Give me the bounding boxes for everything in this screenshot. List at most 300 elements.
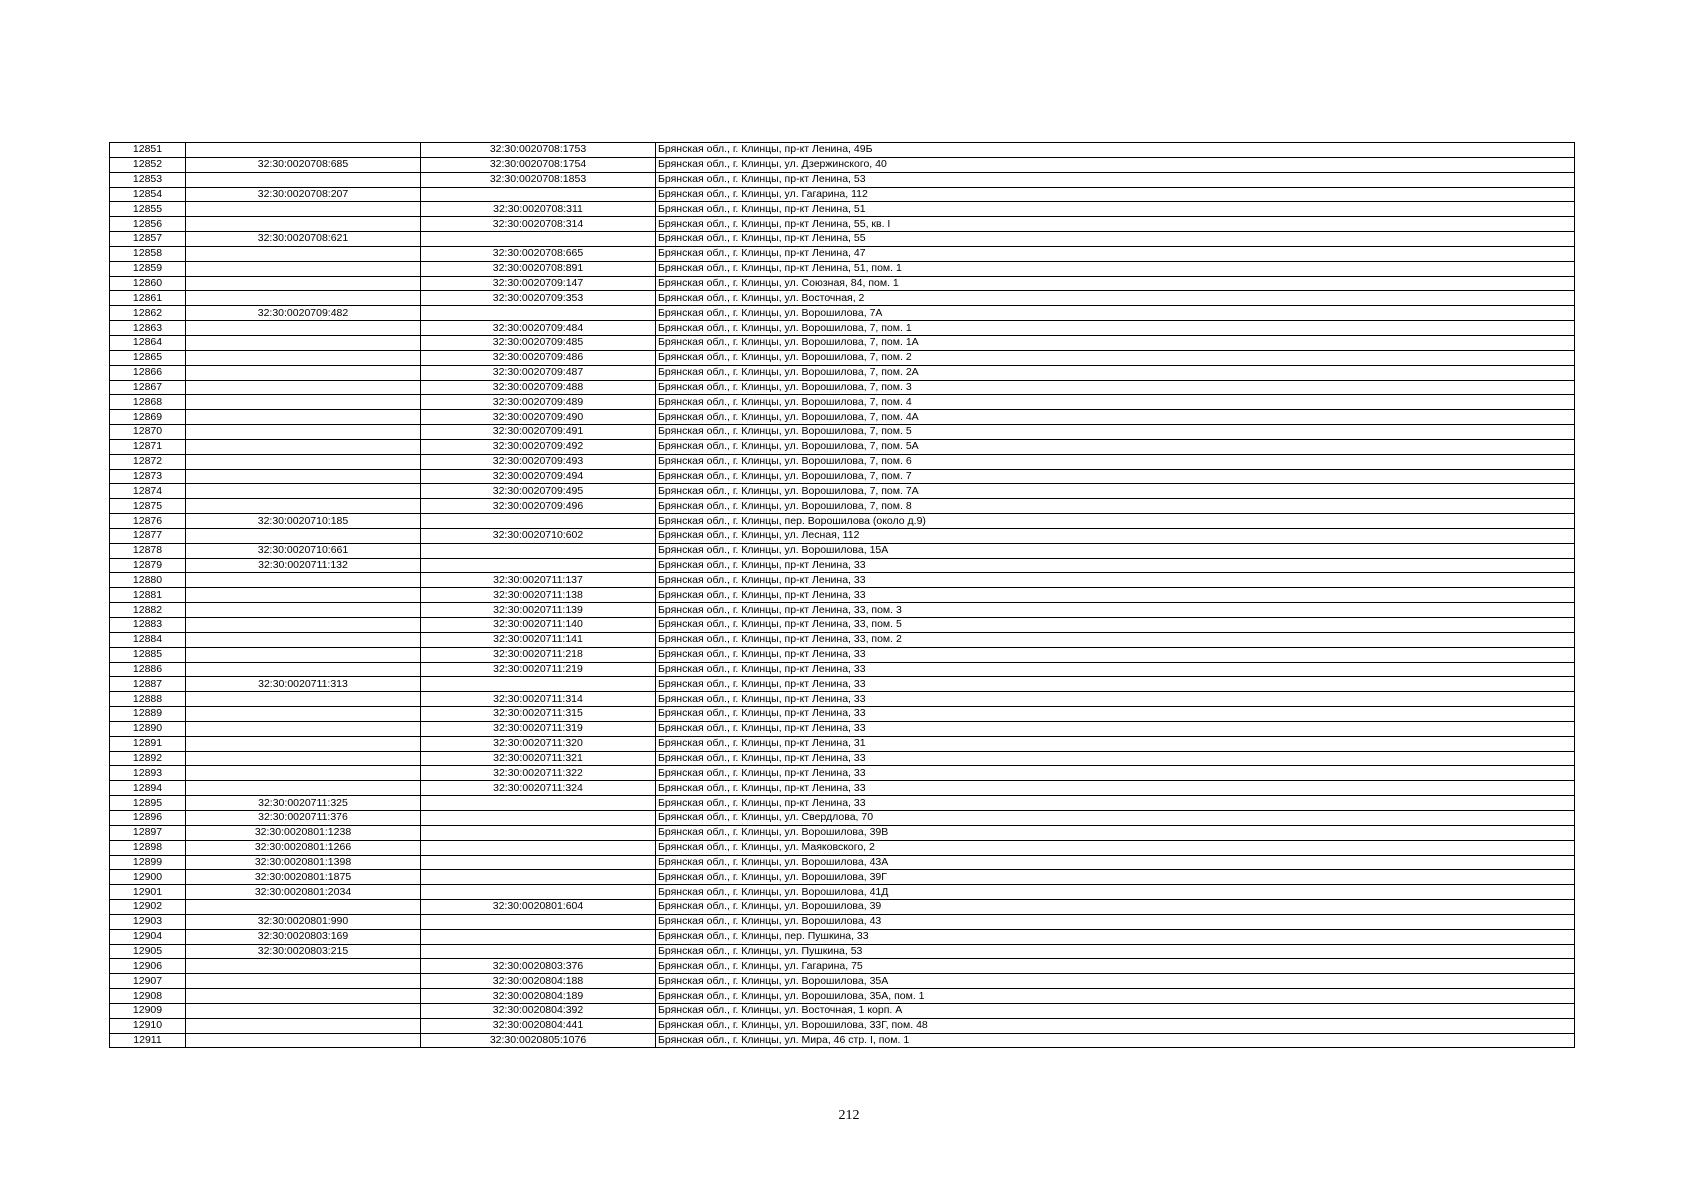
address-cell: Брянская обл., г. Клинцы, пер. Пушкина, 33 (656, 929, 1575, 944)
row-number-cell: 12892 (110, 751, 186, 766)
address-cell: Брянская обл., г. Клинцы, пр-кт Ленина, 33 (656, 662, 1575, 677)
address-cell: Брянская обл., г. Клинцы, ул. Ворошилова, 7, пом. 5 (656, 425, 1575, 440)
cadastral-number-cell (186, 261, 421, 276)
address-cell: Брянская обл., г. Клинцы, ул. Гагарина, 112 (656, 187, 1575, 202)
row-number-cell: 12878 (110, 543, 186, 558)
address-cell: Брянская обл., г. Клинцы, ул. Ворошилова, 7, пом. 1 (656, 321, 1575, 336)
cadastral-number-cell: 32:30:0020801:1398 (186, 855, 421, 870)
address-cell: Брянская обл., г. Клинцы, ул. Ворошилова, 7, пом. 7 (656, 469, 1575, 484)
related-cadastral-number-cell: 32:30:0020709:353 (421, 291, 656, 306)
row-number-cell: 12894 (110, 781, 186, 796)
row-number-cell: 12864 (110, 335, 186, 350)
row-number-cell: 12857 (110, 232, 186, 247)
cadastral-number-cell: 32:30:0020801:2034 (186, 885, 421, 900)
cadastral-number-cell (186, 484, 421, 499)
related-cadastral-number-cell (421, 514, 656, 529)
table-row (110, 187, 1575, 202)
row-number-cell: 12909 (110, 1003, 186, 1018)
address-cell: Брянская обл., г. Клинцы, пр-кт Ленина, 33, пом. 2 (656, 632, 1575, 647)
row-number-cell: 12881 (110, 588, 186, 603)
related-cadastral-number-cell: 32:30:0020709:493 (421, 454, 656, 469)
related-cadastral-number-cell: 32:30:0020804:188 (421, 974, 656, 989)
related-cadastral-number-cell (421, 885, 656, 900)
row-number-cell: 12868 (110, 395, 186, 410)
table-row (110, 989, 1575, 1004)
cadastral-number-cell: 32:30:0020708:207 (186, 187, 421, 202)
address-cell: Брянская обл., г. Клинцы, пр-кт Ленина, 33 (656, 677, 1575, 692)
table-row (110, 380, 1575, 395)
related-cadastral-number-cell: 32:30:0020708:1754 (421, 157, 656, 172)
row-number-cell: 12898 (110, 840, 186, 855)
address-cell: Брянская обл., г. Клинцы, пр-кт Ленина, 33 (656, 721, 1575, 736)
address-cell: Брянская обл., г. Клинцы, пр-кт Ленина, 51 (656, 202, 1575, 217)
table-row (110, 855, 1575, 870)
cadastral-number-cell (186, 900, 421, 915)
cadastral-number-cell: 32:30:0020709:482 (186, 306, 421, 321)
address-cell: Брянская обл., г. Клинцы, ул. Ворошилова, 43А (656, 855, 1575, 870)
row-number-cell: 12871 (110, 439, 186, 454)
row-number-cell: 12900 (110, 870, 186, 885)
table-row (110, 810, 1575, 825)
table-row (110, 974, 1575, 989)
row-number-cell: 12877 (110, 528, 186, 543)
table-row (110, 454, 1575, 469)
related-cadastral-number-cell: 32:30:0020711:140 (421, 618, 656, 633)
table-row (110, 1003, 1575, 1018)
related-cadastral-number-cell (421, 914, 656, 929)
table-row (110, 365, 1575, 380)
row-number-cell: 12865 (110, 350, 186, 365)
related-cadastral-number-cell: 32:30:0020709:488 (421, 380, 656, 395)
address-cell: Брянская обл., г. Клинцы, пр-кт Ленина, 33, пом. 3 (656, 603, 1575, 618)
address-cell: Брянская обл., г. Клинцы, ул. Дзержинского, 40 (656, 157, 1575, 172)
cadastral-number-cell (186, 454, 421, 469)
cadastral-number-cell (186, 959, 421, 974)
table-row (110, 662, 1575, 677)
row-number-cell: 12863 (110, 321, 186, 336)
table-row (110, 439, 1575, 454)
address-cell: Брянская обл., г. Клинцы, пр-кт Ленина, 33 (656, 796, 1575, 811)
row-number-cell: 12904 (110, 929, 186, 944)
related-cadastral-number-cell (421, 870, 656, 885)
related-cadastral-number-cell: 32:30:0020709:489 (421, 395, 656, 410)
table-row (110, 321, 1575, 336)
related-cadastral-number-cell (421, 677, 656, 692)
address-cell: Брянская обл., г. Клинцы, пр-кт Ленина, 33 (656, 781, 1575, 796)
row-number-cell: 12855 (110, 202, 186, 217)
related-cadastral-number-cell: 32:30:0020709:495 (421, 484, 656, 499)
related-cadastral-number-cell (421, 825, 656, 840)
related-cadastral-number-cell: 32:30:0020711:137 (421, 573, 656, 588)
address-cell: Брянская обл., г. Клинцы, ул. Ворошилова, 7, пом. 4А (656, 410, 1575, 425)
row-number-cell: 12888 (110, 692, 186, 707)
cadastral-number-cell: 32:30:0020711:313 (186, 677, 421, 692)
related-cadastral-number-cell: 32:30:0020708:1753 (421, 143, 656, 158)
cadastral-number-cell (186, 499, 421, 514)
address-cell: Брянская обл., г. Клинцы, ул. Пушкина, 53 (656, 944, 1575, 959)
related-cadastral-number-cell: 32:30:0020801:604 (421, 900, 656, 915)
row-number-cell: 12907 (110, 974, 186, 989)
address-cell: Брянская обл., г. Клинцы, ул. Гагарина, 75 (656, 959, 1575, 974)
address-cell: Брянская обл., г. Клинцы, ул. Ворошилова, 39В (656, 825, 1575, 840)
cadastral-number-cell (186, 618, 421, 633)
related-cadastral-number-cell (421, 944, 656, 959)
related-cadastral-number-cell: 32:30:0020709:485 (421, 335, 656, 350)
table-row (110, 172, 1575, 187)
row-number-cell: 12883 (110, 618, 186, 633)
row-number-cell: 12869 (110, 410, 186, 425)
address-cell: Брянская обл., г. Клинцы, пр-кт Ленина, 33 (656, 766, 1575, 781)
address-cell: Брянская обл., г. Клинцы, пр-кт Ленина, 51, пом. 1 (656, 261, 1575, 276)
table-row (110, 1033, 1575, 1048)
table-row (110, 499, 1575, 514)
row-number-cell: 12889 (110, 707, 186, 722)
address-cell: Брянская обл., г. Клинцы, ул. Ворошилова, 39 (656, 900, 1575, 915)
table-row (110, 840, 1575, 855)
cadastral-number-cell: 32:30:0020801:1875 (186, 870, 421, 885)
row-number-cell: 12905 (110, 944, 186, 959)
related-cadastral-number-cell: 32:30:0020711:315 (421, 707, 656, 722)
row-number-cell: 12895 (110, 796, 186, 811)
related-cadastral-number-cell: 32:30:0020709:487 (421, 365, 656, 380)
related-cadastral-number-cell: 32:30:0020709:486 (421, 350, 656, 365)
row-number-cell: 12882 (110, 603, 186, 618)
row-number-cell: 12899 (110, 855, 186, 870)
related-cadastral-number-cell (421, 810, 656, 825)
table-row (110, 558, 1575, 573)
address-cell: Брянская обл., г. Клинцы, ул. Ворошилова, 7А (656, 306, 1575, 321)
cadastral-number-cell (186, 736, 421, 751)
table-row (110, 246, 1575, 261)
address-cell: Брянская обл., г. Клинцы, пр-кт Ленина, 33 (656, 558, 1575, 573)
related-cadastral-number-cell: 32:30:0020709:147 (421, 276, 656, 291)
table-row (110, 632, 1575, 647)
row-number-cell: 12901 (110, 885, 186, 900)
table-row (110, 1018, 1575, 1033)
cadastral-number-cell (186, 1033, 421, 1048)
cadastral-number-cell: 32:30:0020708:621 (186, 232, 421, 247)
row-number-cell: 12852 (110, 157, 186, 172)
table-row (110, 781, 1575, 796)
related-cadastral-number-cell (421, 855, 656, 870)
related-cadastral-number-cell (421, 929, 656, 944)
table-row (110, 692, 1575, 707)
cadastral-number-cell (186, 246, 421, 261)
row-number-cell: 12886 (110, 662, 186, 677)
related-cadastral-number-cell (421, 796, 656, 811)
related-cadastral-number-cell: 32:30:0020708:891 (421, 261, 656, 276)
cadastral-number-cell: 32:30:0020711:325 (186, 796, 421, 811)
table-row (110, 721, 1575, 736)
row-number-cell: 12859 (110, 261, 186, 276)
cadastral-number-cell (186, 321, 421, 336)
cadastral-number-cell (186, 410, 421, 425)
address-cell: Брянская обл., г. Клинцы, пр-кт Ленина, 33 (656, 707, 1575, 722)
address-cell: Брянская обл., г. Клинцы, ул. Ворошилова, 41Д (656, 885, 1575, 900)
table-row (110, 603, 1575, 618)
table-row (110, 484, 1575, 499)
related-cadastral-number-cell: 32:30:0020711:138 (421, 588, 656, 603)
cadastral-number-cell: 32:30:0020801:1266 (186, 840, 421, 855)
cadastral-number-cell (186, 573, 421, 588)
row-number-cell: 12880 (110, 573, 186, 588)
row-number-cell: 12910 (110, 1018, 186, 1033)
cadastral-number-cell (186, 1003, 421, 1018)
table-row (110, 143, 1575, 158)
table-row (110, 766, 1575, 781)
cadastral-number-cell (186, 751, 421, 766)
row-number-cell: 12853 (110, 172, 186, 187)
row-number-cell: 12876 (110, 514, 186, 529)
row-number-cell: 12897 (110, 825, 186, 840)
table-row (110, 291, 1575, 306)
row-number-cell: 12866 (110, 365, 186, 380)
cadastral-number-cell: 32:30:0020711:376 (186, 810, 421, 825)
related-cadastral-number-cell: 32:30:0020711:139 (421, 603, 656, 618)
address-cell: Брянская обл., г. Клинцы, пр-кт Ленина, 33, пом. 5 (656, 618, 1575, 633)
cadastral-number-cell: 32:30:0020711:132 (186, 558, 421, 573)
address-cell: Брянская обл., г. Клинцы, пер. Ворошилова (около д.9) (656, 514, 1575, 529)
cadastral-number-cell (186, 350, 421, 365)
registry-table-body (110, 143, 1575, 1048)
related-cadastral-number-cell: 32:30:0020805:1076 (421, 1033, 656, 1048)
table-row (110, 900, 1575, 915)
cadastral-number-cell (186, 647, 421, 662)
cadastral-number-cell (186, 528, 421, 543)
cadastral-number-cell: 32:30:0020708:685 (186, 157, 421, 172)
cadastral-number-cell (186, 781, 421, 796)
cadastral-number-cell (186, 603, 421, 618)
table-row (110, 217, 1575, 232)
row-number-cell: 12870 (110, 425, 186, 440)
address-cell: Брянская обл., г. Клинцы, пр-кт Ленина, 33 (656, 588, 1575, 603)
address-cell: Брянская обл., г. Клинцы, пр-кт Ленина, 53 (656, 172, 1575, 187)
table-row (110, 514, 1575, 529)
related-cadastral-number-cell (421, 306, 656, 321)
related-cadastral-number-cell: 32:30:0020711:322 (421, 766, 656, 781)
row-number-cell: 12903 (110, 914, 186, 929)
row-number-cell: 12867 (110, 380, 186, 395)
address-cell: Брянская обл., г. Клинцы, ул. Союзная, 84, пом. 1 (656, 276, 1575, 291)
row-number-cell: 12858 (110, 246, 186, 261)
table-row (110, 469, 1575, 484)
address-cell: Брянская обл., г. Клинцы, ул. Ворошилова, 7, пом. 6 (656, 454, 1575, 469)
address-cell: Брянская обл., г. Клинцы, ул. Ворошилова, 43 (656, 914, 1575, 929)
row-number-cell: 12872 (110, 454, 186, 469)
table-row (110, 350, 1575, 365)
related-cadastral-number-cell: 32:30:0020709:496 (421, 499, 656, 514)
table-row (110, 647, 1575, 662)
table-row (110, 825, 1575, 840)
address-cell: Брянская обл., г. Клинцы, ул. Ворошилова, 33Г, пом. 48 (656, 1018, 1575, 1033)
cadastral-number-cell (186, 766, 421, 781)
cadastral-number-cell (186, 1018, 421, 1033)
cadastral-number-cell (186, 291, 421, 306)
table-row (110, 276, 1575, 291)
address-cell: Брянская обл., г. Клинцы, ул. Ворошилова, 39Г (656, 870, 1575, 885)
cadastral-number-cell (186, 335, 421, 350)
table-row (110, 528, 1575, 543)
address-cell: Брянская обл., г. Клинцы, ул. Ворошилова, 7, пом. 3 (656, 380, 1575, 395)
related-cadastral-number-cell: 32:30:0020708:314 (421, 217, 656, 232)
address-cell: Брянская обл., г. Клинцы, ул. Ворошилова, 7, пом. 2А (656, 365, 1575, 380)
related-cadastral-number-cell: 32:30:0020711:314 (421, 692, 656, 707)
related-cadastral-number-cell: 32:30:0020804:441 (421, 1018, 656, 1033)
cadastral-number-cell: 32:30:0020801:990 (186, 914, 421, 929)
table-row (110, 425, 1575, 440)
row-number-cell: 12884 (110, 632, 186, 647)
address-cell: Брянская обл., г. Клинцы, ул. Лесная, 112 (656, 528, 1575, 543)
cadastral-number-cell (186, 662, 421, 677)
address-cell: Брянская обл., г. Клинцы, ул. Ворошилова, 7, пом. 2 (656, 350, 1575, 365)
cadastral-number-cell (186, 172, 421, 187)
related-cadastral-number-cell: 32:30:0020709:484 (421, 321, 656, 336)
table-row (110, 796, 1575, 811)
cadastral-number-cell: 32:30:0020710:661 (186, 543, 421, 558)
row-number-cell: 12862 (110, 306, 186, 321)
related-cadastral-number-cell: 32:30:0020804:392 (421, 1003, 656, 1018)
row-number-cell: 12851 (110, 143, 186, 158)
address-cell: Брянская обл., г. Клинцы, ул. Ворошилова, 7, пом. 8 (656, 499, 1575, 514)
cadastral-number-cell: 32:30:0020803:215 (186, 944, 421, 959)
cadastral-number-cell (186, 692, 421, 707)
address-cell: Брянская обл., г. Клинцы, пр-кт Ленина, 33 (656, 573, 1575, 588)
cadastral-number-cell: 32:30:0020710:185 (186, 514, 421, 529)
row-number-cell: 12873 (110, 469, 186, 484)
address-cell: Брянская обл., г. Клинцы, ул. Свердлова, 70 (656, 810, 1575, 825)
table-row (110, 202, 1575, 217)
address-cell: Брянская обл., г. Клинцы, пр-кт Ленина, 31 (656, 736, 1575, 751)
row-number-cell: 12860 (110, 276, 186, 291)
table-row (110, 707, 1575, 722)
address-cell: Брянская обл., г. Клинцы, ул. Ворошилова, 35А, пом. 1 (656, 989, 1575, 1004)
table-row (110, 677, 1575, 692)
table-row (110, 959, 1575, 974)
related-cadastral-number-cell: 32:30:0020803:376 (421, 959, 656, 974)
table-row (110, 870, 1575, 885)
related-cadastral-number-cell: 32:30:0020709:492 (421, 439, 656, 454)
row-number-cell: 12879 (110, 558, 186, 573)
table-row (110, 885, 1575, 900)
address-cell: Брянская обл., г. Клинцы, пр-кт Ленина, 55 (656, 232, 1575, 247)
related-cadastral-number-cell (421, 543, 656, 558)
row-number-cell: 12911 (110, 1033, 186, 1048)
row-number-cell: 12908 (110, 989, 186, 1004)
address-cell: Брянская обл., г. Клинцы, ул. Ворошилова, 7, пом. 5А (656, 439, 1575, 454)
cadastral-number-cell (186, 721, 421, 736)
related-cadastral-number-cell: 32:30:0020709:494 (421, 469, 656, 484)
address-cell: Брянская обл., г. Клинцы, ул. Ворошилова, 7, пом. 7А (656, 484, 1575, 499)
related-cadastral-number-cell: 32:30:0020711:141 (421, 632, 656, 647)
address-cell: Брянская обл., г. Клинцы, ул. Восточная, 2 (656, 291, 1575, 306)
row-number-cell: 12885 (110, 647, 186, 662)
cadastral-number-cell (186, 380, 421, 395)
address-cell: Брянская обл., г. Клинцы, пр-кт Ленина, 33 (656, 751, 1575, 766)
address-cell: Брянская обл., г. Клинцы, пр-кт Ленина, 49Б (656, 143, 1575, 158)
table-row (110, 736, 1575, 751)
related-cadastral-number-cell: 32:30:0020710:602 (421, 528, 656, 543)
related-cadastral-number-cell: 32:30:0020804:189 (421, 989, 656, 1004)
table-row (110, 751, 1575, 766)
related-cadastral-number-cell (421, 840, 656, 855)
table-row (110, 395, 1575, 410)
row-number-cell: 12887 (110, 677, 186, 692)
row-number-cell: 12854 (110, 187, 186, 202)
cadastral-number-cell (186, 974, 421, 989)
address-cell: Брянская обл., г. Клинцы, ул. Ворошилова, 15А (656, 543, 1575, 558)
page-number: 212 (838, 1108, 860, 1123)
address-cell: Брянская обл., г. Клинцы, ул. Ворошилова, 7, пом. 1А (656, 335, 1575, 350)
table-row (110, 588, 1575, 603)
table-row (110, 157, 1575, 172)
cadastral-number-cell (186, 989, 421, 1004)
address-cell: Брянская обл., г. Клинцы, ул. Ворошилова, 35А (656, 974, 1575, 989)
related-cadastral-number-cell: 32:30:0020708:311 (421, 202, 656, 217)
cadastral-number-cell (186, 425, 421, 440)
related-cadastral-number-cell: 32:30:0020711:324 (421, 781, 656, 796)
registry-table (109, 142, 1575, 1048)
row-number-cell: 12893 (110, 766, 186, 781)
table-row (110, 335, 1575, 350)
row-number-cell: 12902 (110, 900, 186, 915)
related-cadastral-number-cell: 32:30:0020711:321 (421, 751, 656, 766)
cadastral-number-cell (186, 707, 421, 722)
table-row (110, 618, 1575, 633)
related-cadastral-number-cell: 32:30:0020709:491 (421, 425, 656, 440)
cadastral-number-cell (186, 395, 421, 410)
related-cadastral-number-cell: 32:30:0020711:218 (421, 647, 656, 662)
related-cadastral-number-cell: 32:30:0020709:490 (421, 410, 656, 425)
address-cell: Брянская обл., г. Клинцы, пр-кт Ленина, 33 (656, 647, 1575, 662)
table-row (110, 261, 1575, 276)
table-row (110, 929, 1575, 944)
table-row (110, 914, 1575, 929)
related-cadastral-number-cell: 32:30:0020708:1853 (421, 172, 656, 187)
row-number-cell: 12890 (110, 721, 186, 736)
cadastral-number-cell (186, 632, 421, 647)
cadastral-number-cell (186, 143, 421, 158)
table-row (110, 306, 1575, 321)
table-row (110, 232, 1575, 247)
cadastral-number-cell (186, 217, 421, 232)
row-number-cell: 12875 (110, 499, 186, 514)
cadastral-number-cell (186, 276, 421, 291)
cadastral-number-cell (186, 202, 421, 217)
related-cadastral-number-cell: 32:30:0020711:219 (421, 662, 656, 677)
cadastral-number-cell (186, 439, 421, 454)
row-number-cell: 12906 (110, 959, 186, 974)
address-cell: Брянская обл., г. Клинцы, ул. Мира, 46 стр. I, пом. 1 (656, 1033, 1575, 1048)
table-row (110, 410, 1575, 425)
row-number-cell: 12861 (110, 291, 186, 306)
related-cadastral-number-cell (421, 187, 656, 202)
table-row (110, 573, 1575, 588)
address-cell: Брянская обл., г. Клинцы, ул. Ворошилова, 7, пом. 4 (656, 395, 1575, 410)
cadastral-number-cell: 32:30:0020801:1238 (186, 825, 421, 840)
cadastral-number-cell (186, 469, 421, 484)
row-number-cell: 12856 (110, 217, 186, 232)
address-cell: Брянская обл., г. Клинцы, ул. Маяковского, 2 (656, 840, 1575, 855)
row-number-cell: 12891 (110, 736, 186, 751)
address-cell: Брянская обл., г. Клинцы, ул. Восточная, 1 корп. А (656, 1003, 1575, 1018)
row-number-cell: 12896 (110, 810, 186, 825)
address-cell: Брянская обл., г. Клинцы, пр-кт Ленина, 55, кв. I (656, 217, 1575, 232)
related-cadastral-number-cell: 32:30:0020711:319 (421, 721, 656, 736)
table-row (110, 543, 1575, 558)
related-cadastral-number-cell (421, 558, 656, 573)
cadastral-number-cell: 32:30:0020803:169 (186, 929, 421, 944)
related-cadastral-number-cell (421, 232, 656, 247)
